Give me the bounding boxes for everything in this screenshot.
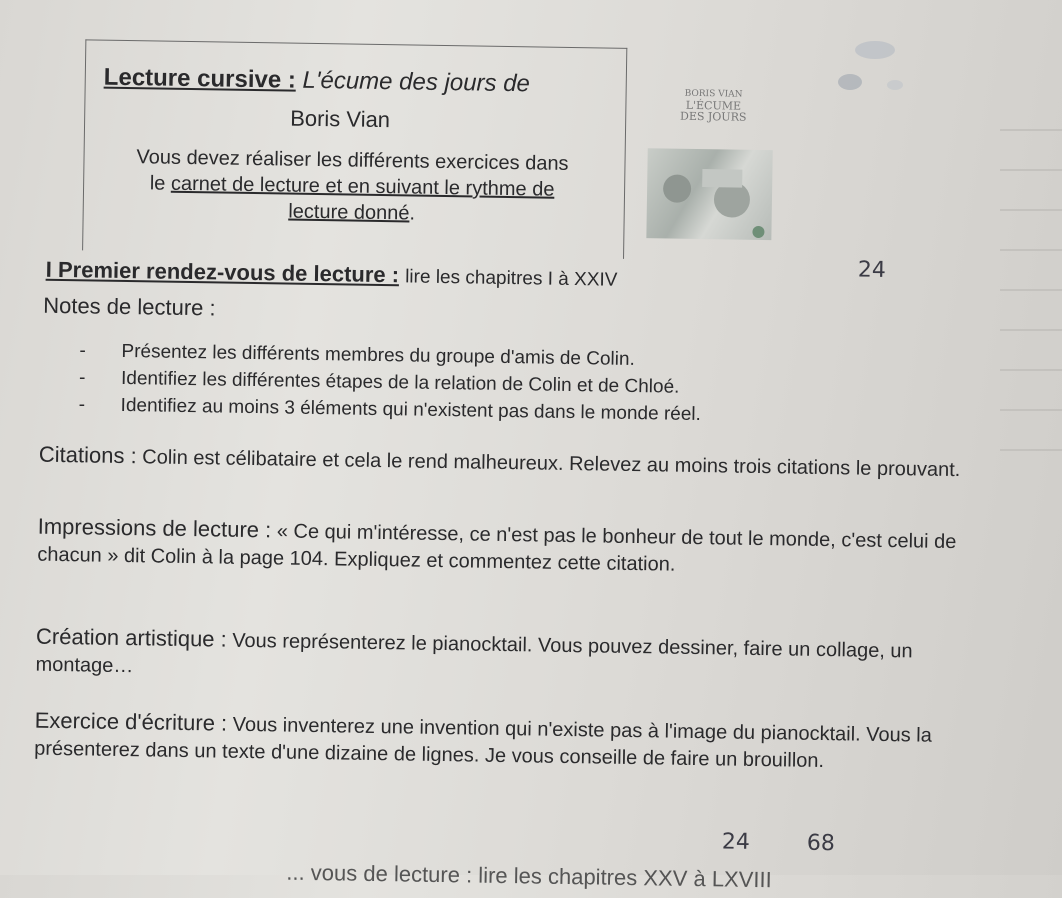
section-instruction: lire les chapitres I à XXIV — [405, 266, 618, 291]
citations-label: Citations : — [38, 441, 137, 469]
intro-line-2: le carnet de lecture et en suivant le rythme de — [149, 172, 555, 201]
book-cover-image — [646, 88, 778, 250]
cover-author: BORIS VIAN — [684, 88, 743, 100]
cover-title-1: L'ÉCUME — [685, 98, 742, 113]
list-item: - Identifiez les différentes étapes de la relation de Colin et de Chloé. — [78, 367, 680, 398]
creation-paragraph — [35, 623, 966, 694]
next-section-cut-off: ... vous de lecture : lire les chapitres XXV à LXVIII — [286, 859, 772, 893]
notebook-lines — [1000, 110, 1062, 510]
citations-paragraph — [39, 441, 969, 485]
section-heading — [46, 257, 618, 292]
impressions-paragraph — [37, 513, 968, 584]
title-label: Lecture cursive : — [103, 63, 297, 94]
section-title: I Premier rendez-vous de lecture : — [45, 256, 400, 288]
title-book: L'écume des jours de — [302, 66, 531, 98]
writing-label: Exercice d'écriture : — [34, 707, 228, 736]
intro-line-1: Vous devez réaliser les différents exercices dans — [136, 146, 569, 175]
handwritten-page-24: 24 — [857, 257, 887, 283]
impressions-label: Impressions de lecture : — [37, 513, 272, 543]
handwritten-page-68: 68 — [806, 830, 836, 857]
notes-list — [78, 337, 702, 428]
author-name: Boris Vian — [289, 105, 391, 133]
creation-label: Création artistique : — [35, 623, 227, 652]
ink-doodle — [820, 30, 910, 100]
creation-text: Vous représenterez le pianocktail. Vous pouvez dessiner, faire un collage, un montage… — [35, 629, 913, 678]
writing-paragraph — [34, 707, 965, 778]
notes-heading: Notes de lecture : — [43, 292, 216, 321]
impressions-text: « Ce qui m'intéresse, ce n'est pas le bonheur de tout le monde, c'est celui de chacun » dit Colin à la page 104. Expliquez et commentez cette citation. — [37, 520, 957, 576]
intro-line-3: lecture donné. — [288, 200, 416, 225]
handwritten-page-24-bottom: 24 — [721, 829, 751, 855]
list-item: - Présentez les différents membres du groupe d'amis de Colin. — [79, 340, 635, 371]
cover-title-2: DES JOURS — [679, 109, 747, 124]
list-item: - Identifiez au moins 3 éléments qui n'existent pas dans le monde réel. — [78, 394, 702, 426]
writing-text: Vous inventerez une invention qui n'existe pas à l'image du pianocktail. Vous la présenterez dans un texte d'une dizaine de lignes. Je vous conseille de faire un brouillon. — [34, 713, 932, 773]
cover-illustration — [646, 148, 772, 240]
intro-instructions — [92, 143, 613, 229]
citations-text: Colin est célibataire et cela le rend malheureux. Relevez au moins trois citations le prouvant. — [142, 446, 961, 482]
